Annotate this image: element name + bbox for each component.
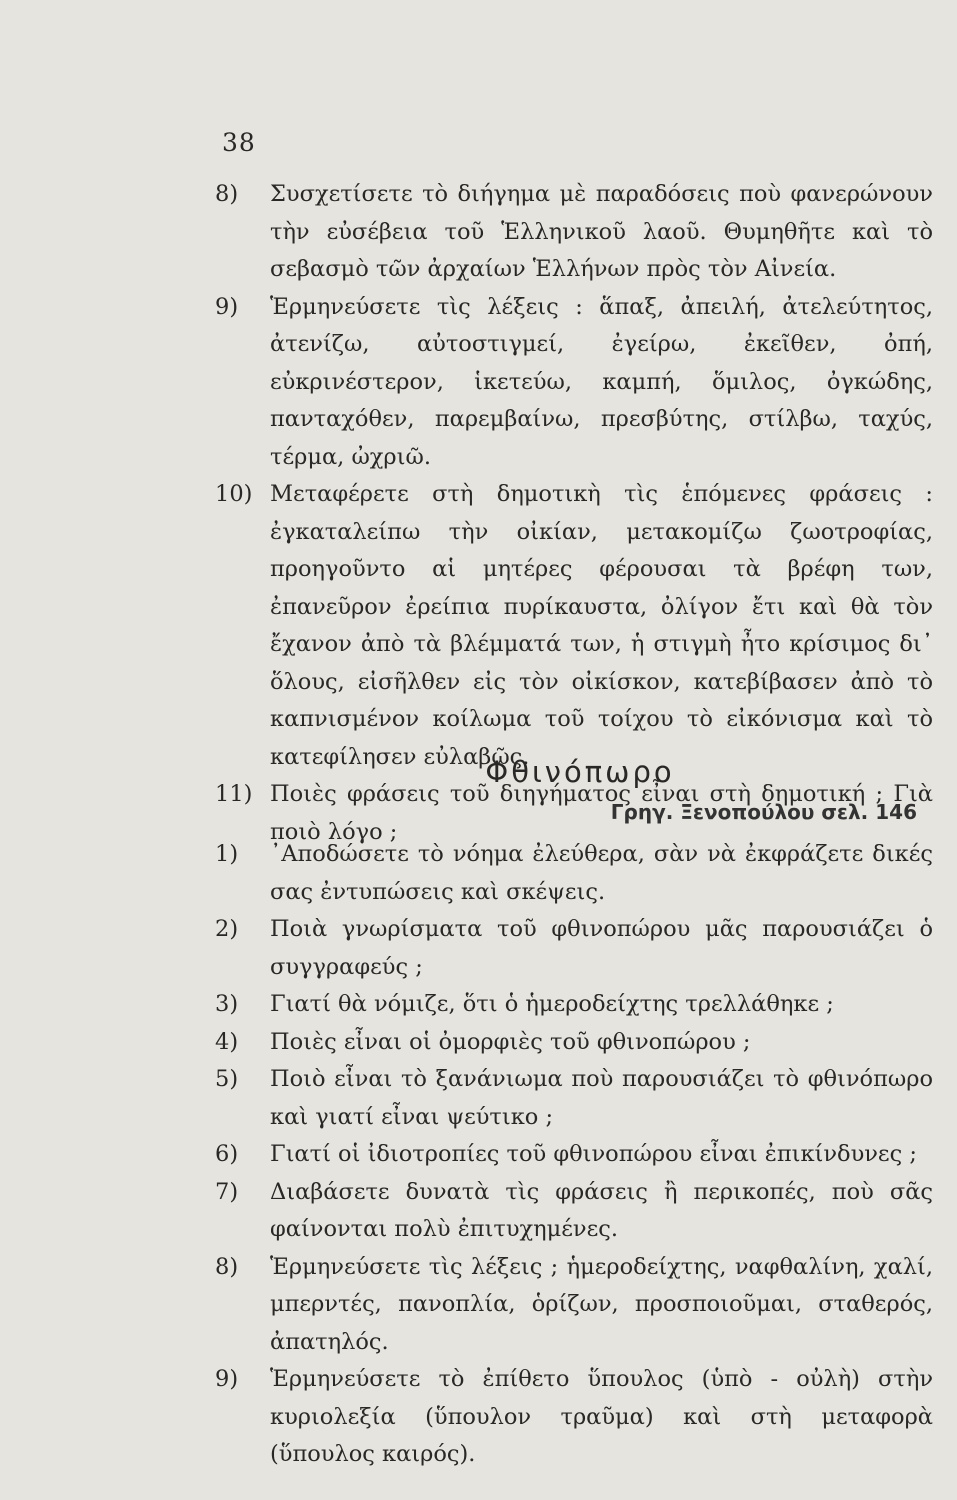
list-item: [215, 911, 933, 986]
item-number: 7): [215, 1178, 239, 1205]
item-number: 11): [215, 781, 253, 807]
item-text: Ἑρμηνεύσετε τὶς λέξεις ; ἡμεροδείχτης, ναφθαλίνη, χαλί, μπερντές, πανοπλία, ὁρίζων, προσποιοῦμαι, σταθερός, ἀπατηλός.: [270, 1253, 933, 1355]
item-text: Ποιὸ εἶναι τὸ ξανάνιωμα ποὺ παρουσιάζει τὸ φθινόπωρο καὶ γιατί εἶναι ψεύτικο ;: [270, 1066, 933, 1130]
list-item: [215, 1361, 933, 1474]
item-number: 4): [215, 1028, 239, 1055]
list-item: [215, 1249, 933, 1362]
section-title: Φθινόπωρο: [485, 755, 675, 789]
item-text: ᾿Αποδώσετε τὸ νόημα ἐλεύθερα, σὰν νὰ ἐκφράζετε δικές σας ἐντυπώσεις καὶ σκέψεις.: [270, 841, 933, 905]
list-item: [215, 836, 933, 911]
list-item: [215, 986, 933, 1024]
list-item: [215, 1174, 933, 1249]
item-text: Συσχετίσετε τὸ διήγημα μὲ παραδόσεις ποὺ φανερώνουν τὴν εὐσέβεια τοῦ Ἑλληνικοῦ λαοῦ. Θυμηθῆτε καὶ τὸ σεβασμὸ τῶν ἀρχαίων Ἑλλήνων πρὸς τὸν Αἰνεία.: [270, 181, 933, 282]
exercise-list-previous-text: [215, 176, 933, 851]
list-item: [215, 176, 933, 289]
list-item: [215, 476, 933, 776]
item-number: 1): [215, 841, 239, 867]
list-item: [215, 289, 933, 477]
item-text: Ἑρμηνεύσετε τὸ ἐπίθετο ὕπουλος (ὑπὸ - οὐλὴ) στὴν κυριολεξία (ὕπουλον τραῦμα) καὶ στὴ μεταφορὰ (ὕπουλος καιρός).: [270, 1366, 933, 1467]
item-number: 10): [215, 481, 253, 507]
exercise-list-fthinoporo: [215, 836, 933, 1474]
list-item: [215, 1136, 933, 1174]
item-number: 2): [215, 916, 239, 942]
item-text: Γιατί θὰ νόμιζε, ὅτι ὁ ἡμεροδείχτης τρελλάθηκε ;: [270, 991, 834, 1017]
item-number: 8): [215, 1253, 239, 1280]
item-text: Ποιὰ γνωρίσματα τοῦ φθινοπώρου μᾶς παρουσιάζει ὁ συγγραφεύς ;: [270, 916, 933, 980]
item-text: Μεταφέρετε στὴ δημοτικὴ τὶς ἑπόμενες φράσεις : ἐγκαταλείπω τὴν οἰκίαν, μετακομίζω ζωοτροφίας, προηγοῦντο αἱ μητέρες φέρουσαι τὰ βρέφη των, ἐπανεῦρον ἐρείπια πυρίκαυστα, ὀλίγον ἔτι καὶ θὰ τὸν ἔχανον ἀπὸ τὰ βλέμματά των, ἡ στιγμὴ ἦτο κρίσιμος δι᾿ ὅλους, εἰσῆλθεν εἰς τὸν οἰκίσκον, κατεβίβασεν ἀπὸ τὸ καπνισμένον κοίλωμα τοῦ τοίχου τὸ εἰκόνισμα καὶ τὸ κατεφίλησεν εὐλαβῶς.: [270, 481, 933, 770]
item-number: 9): [215, 1366, 239, 1392]
item-text: Ποιὲς φράσεις τοῦ διηγήματος εἶναι στὴ δημοτική ; Γιὰ ποιὸ λόγο ;: [270, 781, 933, 845]
item-number: 3): [215, 991, 239, 1017]
list-item: [215, 1061, 933, 1136]
item-text: Ποιὲς εἶναι οἱ ὀμορφιὲς τοῦ φθινοπώρου ;: [270, 1028, 751, 1055]
item-text: Γιατί οἱ ἰδιοτροπίες τοῦ φθινοπώρου εἶναι ἐπικίνδυνες ;: [270, 1141, 917, 1167]
item-number: 5): [215, 1066, 239, 1092]
source-reference: Γρηγ. Ξενοπούλου σελ. 146: [610, 800, 917, 824]
item-number: 6): [215, 1141, 239, 1167]
item-number: 9): [215, 293, 239, 320]
list-item: [215, 1024, 933, 1062]
item-text: Διαβάσετε δυνατὰ τὶς φράσεις ἢ περικοπές, ποὺ σᾶς φαίνονται πολὺ ἐπιτυχημένες.: [270, 1178, 933, 1242]
item-number: 8): [215, 181, 239, 207]
item-text: Ἑρμηνεύσετε τὶς λέξεις : ἅπαξ, ἀπειλή, ἀτελεύτητος, ἀτενίζω, αὐτοστιγμεί, ἐγείρω, ἐκεῖθεν, ὀπή, εὐκρινέστερον, ἱκετεύω, καμπή, ὅμιλος, ὀγκώδης, πανταχόθεν, παρεμβαίνω, πρεσβύτης, στίλβω, ταχύς, τέρμα, ὠχριῶ.: [270, 293, 933, 470]
page-number: 38: [222, 128, 256, 157]
